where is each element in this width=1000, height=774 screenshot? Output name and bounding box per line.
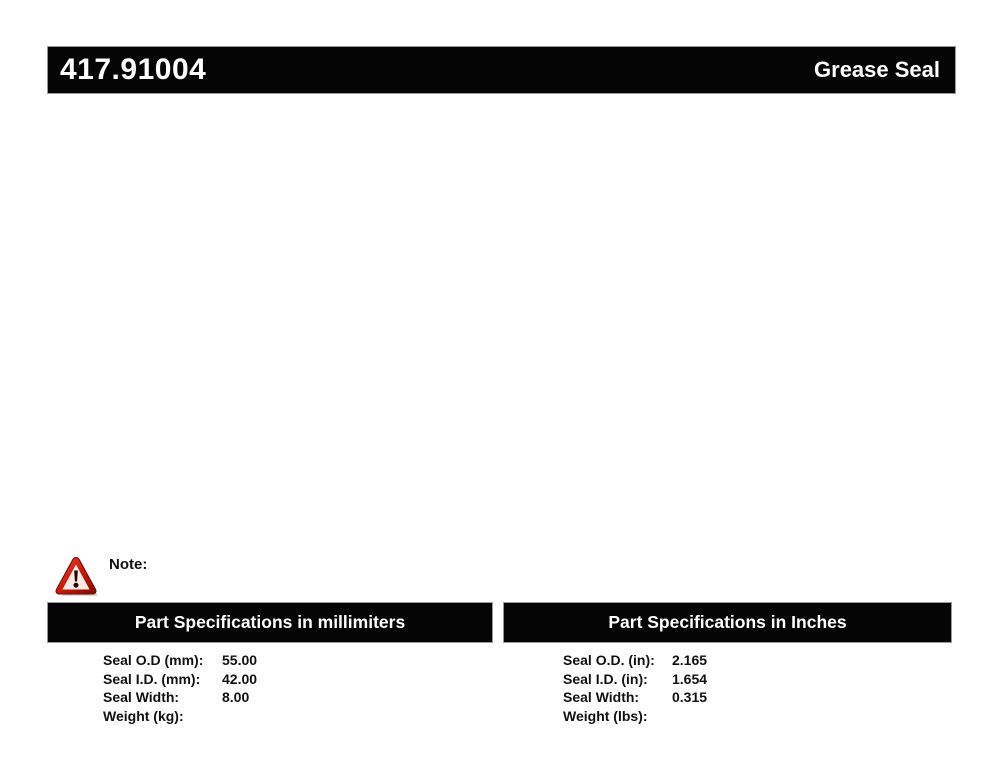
spec-row-seal-width-in [563,688,707,707]
spec-row-seal-id-in [563,670,707,689]
spec-table-mm-header: Part Specifications in millimiters [47,602,493,643]
part-name: Grease Seal [814,57,940,82]
spec-label: Seal Width: [563,689,640,706]
spec-label: Weight (lbs): [563,708,648,725]
spec-row-seal-od-mm [103,651,257,670]
spec-value: 42.00 [222,670,258,687]
spec-label: Seal Width: [103,689,180,706]
warning-triangle-icon [54,553,100,601]
spec-value: 1.654 [672,670,708,687]
spec-row-seal-width-mm [103,688,257,707]
note-row [54,553,147,601]
spec-label: Seal I.D. (mm): [103,670,201,687]
spec-row-seal-od-in [563,651,707,670]
spec-label: Seal O.D. (in): [563,652,655,668]
spec-value: 55.00 [222,652,258,668]
spec-row-seal-id-mm [103,670,257,689]
spec-row-weight-kg [103,707,257,726]
part-title-bar [47,46,956,94]
spec-label: Weight (kg): [103,708,184,725]
spec-value: 2.165 [672,652,708,668]
note-label: Note: [109,556,148,573]
spec-label: Seal I.D. (in): [563,670,648,687]
spec-label: Seal O.D (mm): [103,652,204,668]
spec-table-mm-rows [103,651,257,726]
part-number: 417.91004 [60,53,207,86]
spec-table-inch-rows [563,651,707,726]
spec-value: 0.315 [672,689,708,706]
spec-row-weight-lbs [563,707,707,726]
spec-table-inch-header: Part Specifications in Inches [503,602,952,643]
product-image-area [47,95,956,550]
spec-value: 8.00 [222,689,250,706]
